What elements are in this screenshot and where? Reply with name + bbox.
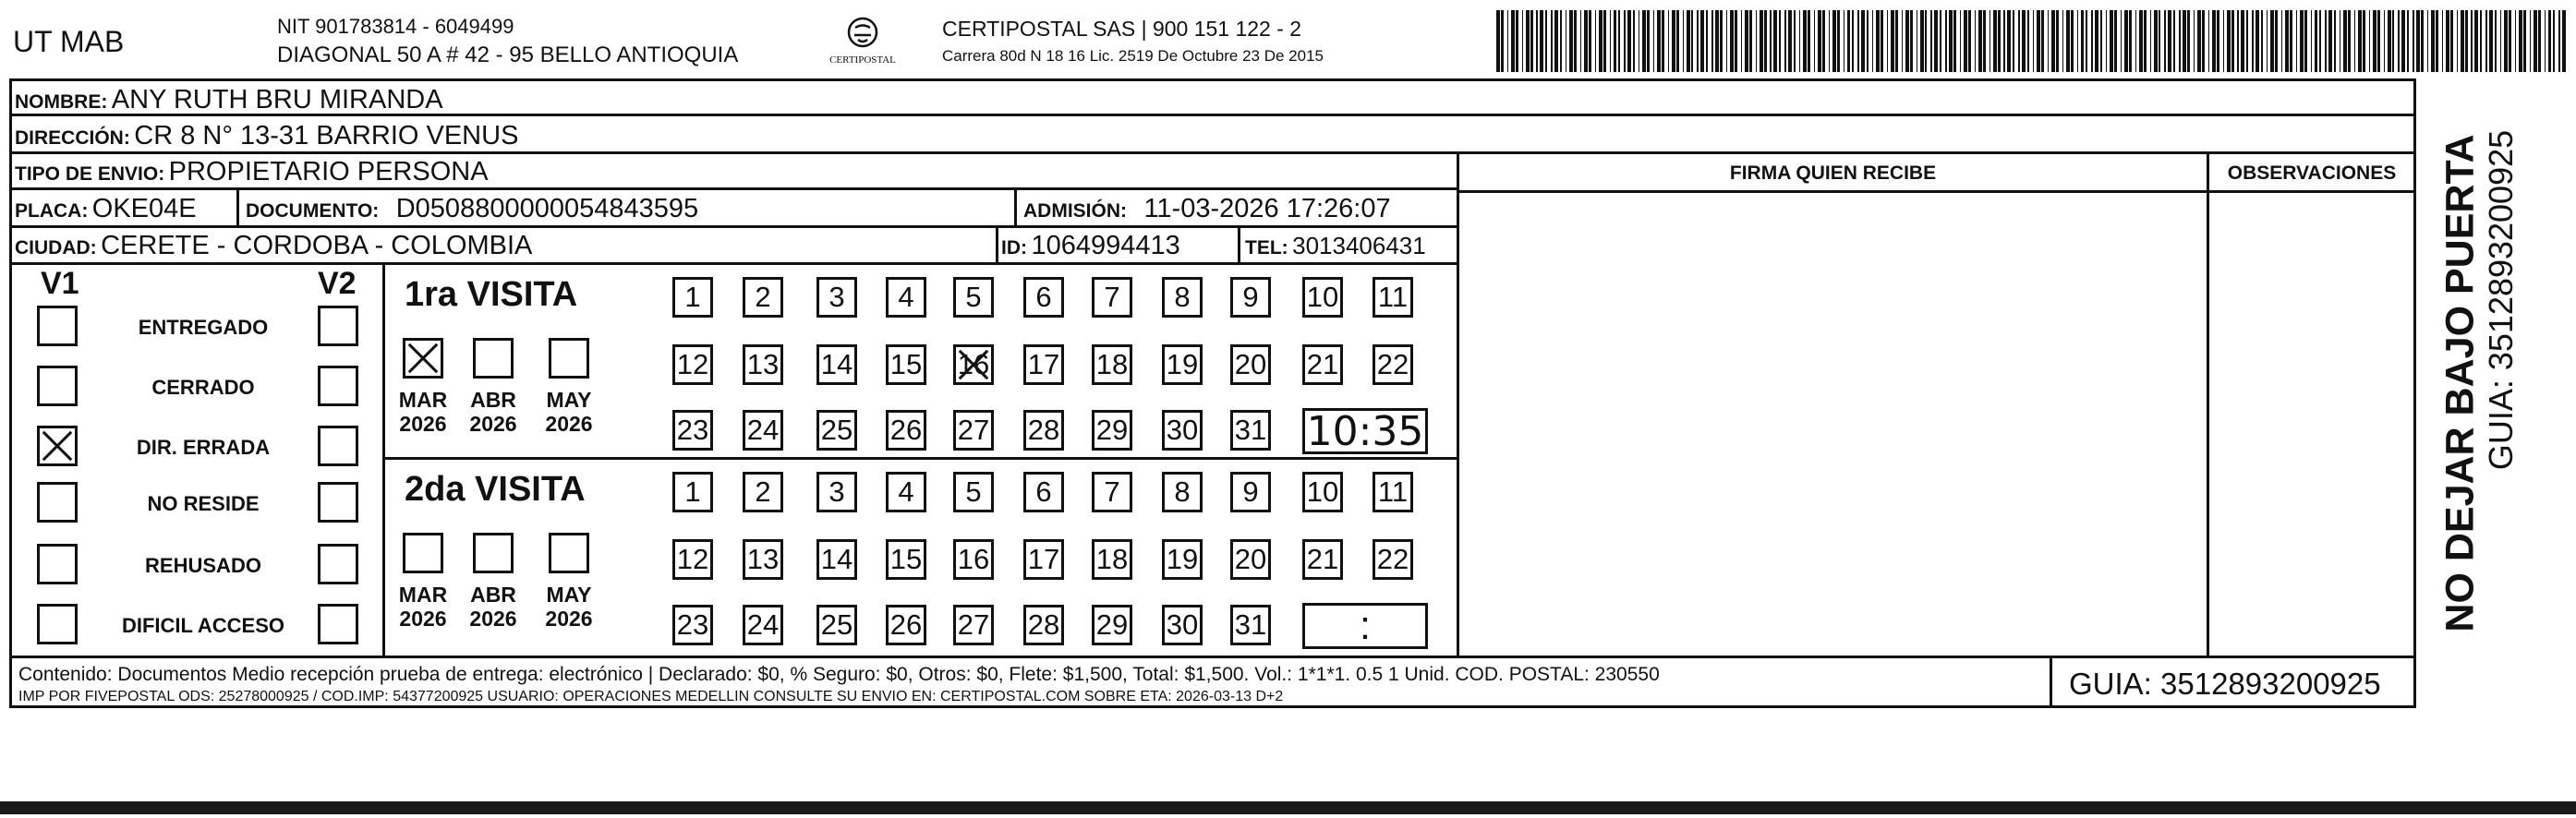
side-guia: GUIA: 3512893200925	[2482, 129, 2520, 471]
day-number: 17	[1027, 543, 1060, 575]
ciudad-value: CERETE - CORDOBA - COLOMBIA	[101, 231, 533, 260]
day-number: 10	[1306, 281, 1339, 313]
month-year: 2026	[469, 412, 517, 437]
day-box[interactable]	[1092, 277, 1132, 318]
day-box[interactable]	[1092, 605, 1132, 645]
month-year: 2026	[399, 607, 447, 632]
day-number: 15	[889, 543, 923, 575]
scan-bottom-edge	[0, 801, 2576, 814]
day-box[interactable]	[953, 344, 994, 385]
day-box[interactable]	[1162, 472, 1203, 512]
id-label: ID:	[1001, 237, 1027, 259]
footer-sep	[9, 656, 2416, 658]
visit-time: 10:35	[1306, 407, 1424, 455]
day-number: 17	[1027, 348, 1060, 380]
day-box[interactable]	[816, 539, 857, 580]
admision-value: 11-03-2026 17:26:07	[1143, 194, 1391, 223]
day-number: 3	[828, 475, 845, 508]
row5-sep	[9, 262, 1459, 265]
day-box[interactable]	[1092, 472, 1132, 512]
day-number: 10	[1306, 475, 1339, 508]
day-number: 28	[1027, 414, 1060, 446]
day-box[interactable]	[1162, 344, 1203, 385]
tipo-value: PROPIETARIO PERSONA	[168, 157, 489, 186]
month-name: ABR	[470, 388, 516, 412]
frame-left	[9, 78, 12, 708]
status-label: DIFICIL ACCESO	[121, 614, 284, 637]
day-number: 11	[1377, 281, 1409, 313]
month-checkbox[interactable]	[473, 533, 514, 573]
status-v1-checkbox[interactable]	[37, 544, 78, 584]
day-box[interactable]	[1092, 344, 1132, 385]
month-year: 2026	[469, 607, 517, 632]
day-box[interactable]	[672, 344, 713, 385]
day-number: 30	[1166, 608, 1199, 641]
day-box[interactable]	[1230, 472, 1271, 512]
day-box[interactable]	[1162, 410, 1203, 451]
day-number: 4	[898, 281, 914, 313]
direccion-label: DIRECCIÓN:	[15, 127, 130, 149]
day-number: 27	[957, 414, 990, 446]
day-number: 1	[684, 475, 701, 508]
status-label: ENTREGADO	[138, 316, 269, 339]
month-name: ABR	[470, 583, 516, 607]
day-number: 9	[1242, 281, 1259, 313]
id-value: 1064994413	[1031, 231, 1180, 260]
day-number: 1	[684, 281, 701, 313]
day-box[interactable]	[1162, 605, 1203, 645]
day-number: 6	[1035, 281, 1052, 313]
city-id-sep	[996, 225, 998, 262]
month-name: MAY	[546, 388, 592, 412]
obs-sep	[1459, 190, 2416, 193]
day-box[interactable]	[743, 605, 783, 645]
day-number: 21	[1306, 348, 1339, 380]
day-box[interactable]	[1230, 539, 1271, 580]
month-label	[456, 583, 530, 632]
day-number: 11	[1377, 475, 1409, 508]
month-name: MAR	[398, 388, 448, 412]
month-label	[456, 388, 530, 437]
placa-label: PLACA:	[15, 200, 89, 222]
day-number: 5	[965, 475, 982, 508]
logo-text: CERTIPOSTAL	[829, 54, 896, 66]
day-box[interactable]	[1302, 277, 1343, 318]
documento-label: DOCUMENTO:	[246, 200, 380, 222]
status-v1-checkbox[interactable]	[37, 604, 78, 644]
day-box[interactable]	[816, 472, 857, 512]
day-box[interactable]	[1373, 277, 1413, 318]
day-number: 14	[820, 348, 853, 380]
ciudad-label: CIUDAD:	[15, 237, 97, 259]
day-number: 25	[820, 414, 853, 446]
day-number: 26	[889, 608, 923, 641]
day-box[interactable]	[1162, 539, 1203, 580]
day-number: 27	[957, 608, 990, 641]
status-v1-checkbox[interactable]	[37, 366, 78, 406]
day-number: 18	[1095, 348, 1129, 380]
day-number: 29	[1095, 414, 1129, 446]
status-v2-checkbox[interactable]	[318, 426, 358, 466]
day-box[interactable]	[886, 605, 926, 645]
tel-row	[1245, 234, 1426, 258]
footer-print-info: IMP POR FIVEPOSTAL ODS: 25278000925 / COD.IMP: 54377200925 USUARIO: OPERACIONES MEDELLIN CONSULTE SU ENVIO EN: CERTIPOSTAL.COM SOBRE ETA: 2026-03-13 D+2	[18, 689, 1284, 704]
frame-top	[9, 78, 2416, 81]
day-number: 8	[1174, 281, 1191, 313]
day-box[interactable]	[953, 472, 994, 512]
day-number: 19	[1166, 348, 1199, 380]
tel-value: 3013406431	[1292, 232, 1426, 259]
day-box[interactable]	[953, 277, 994, 318]
tipo-label: TIPO DE ENVIO:	[15, 163, 165, 185]
day-box[interactable]	[1023, 410, 1064, 451]
day-number: 3	[828, 281, 845, 313]
day-box[interactable]	[816, 344, 857, 385]
day-box[interactable]	[886, 344, 926, 385]
day-box[interactable]	[953, 410, 994, 451]
direccion-row	[15, 123, 518, 150]
day-box[interactable]	[886, 539, 926, 580]
footer-contents: Contenido: Documentos Medio recepción prueba de entrega: electrónico | Declarado: $0, % Seguro: $0, Otros: $0, Flete: $1,500, Total: $1,500. Vol.: 1*1*1. 0.5 1 Unid. COD. POSTAL: 230550	[18, 664, 1660, 685]
day-number: 8	[1174, 475, 1191, 508]
client-name: UT MAB	[13, 25, 125, 58]
day-number: 12	[676, 348, 709, 380]
day-number: 23	[676, 608, 709, 641]
day-box[interactable]	[816, 605, 857, 645]
nombre-label: NOMBRE:	[15, 91, 108, 113]
day-box[interactable]	[1092, 539, 1132, 580]
day-number: 20	[1234, 348, 1267, 380]
day-number: 22	[1376, 543, 1409, 575]
day-number: 21	[1306, 543, 1339, 575]
admision-label: ADMISIÓN:	[1023, 200, 1127, 222]
status-v1-checkbox[interactable]	[37, 426, 78, 466]
day-number: 24	[746, 414, 780, 446]
day-box[interactable]	[1023, 539, 1064, 580]
day-number: 22	[1376, 348, 1409, 380]
status-v2-checkbox[interactable]	[318, 306, 358, 346]
status-v1-checkbox[interactable]	[37, 306, 78, 346]
month-name: MAR	[398, 583, 448, 607]
day-box[interactable]	[743, 472, 783, 512]
firma-header: FIRMA QUIEN RECIBE	[1729, 162, 1937, 184]
day-number: 31	[1234, 608, 1267, 641]
day-box[interactable]	[1373, 472, 1413, 512]
day-box[interactable]	[886, 410, 926, 451]
visit-title: 2da VISITA	[405, 470, 586, 509]
day-box[interactable]	[1092, 410, 1132, 451]
day-number: 28	[1027, 608, 1060, 641]
day-box[interactable]	[1302, 472, 1343, 512]
status-label: REHUSADO	[145, 554, 261, 577]
day-box[interactable]	[672, 605, 713, 645]
day-box[interactable]	[1023, 472, 1064, 512]
month-label	[386, 388, 460, 437]
footer-guia: GUIA: 3512893200925	[2069, 667, 2381, 701]
month-label	[386, 583, 460, 632]
observaciones-header: OBSERVACIONES	[2227, 162, 2397, 184]
day-number: 25	[820, 608, 853, 641]
doc-adm-sep	[1014, 187, 1017, 225]
day-number: 7	[1104, 281, 1120, 313]
row2-sep	[9, 151, 2416, 154]
month-name: MAY	[546, 583, 592, 607]
day-number: 19	[1166, 543, 1199, 575]
day-number: 18	[1095, 543, 1129, 575]
visit-time: :	[1359, 603, 1372, 648]
day-box[interactable]	[743, 539, 783, 580]
day-number: 20	[1234, 543, 1267, 575]
day-box[interactable]	[1302, 539, 1343, 580]
day-box[interactable]	[1023, 344, 1064, 385]
day-number: 15	[889, 348, 923, 380]
side-warning: NO DEJAR BAJO PUERTA	[2437, 134, 2483, 632]
day-box[interactable]	[1023, 605, 1064, 645]
day-box[interactable]	[886, 472, 926, 512]
certipostal-logo	[816, 15, 909, 70]
day-box[interactable]	[886, 277, 926, 318]
month-checkbox[interactable]	[549, 338, 589, 379]
placa-value: OKE04E	[91, 194, 197, 223]
tel-label: TEL:	[1245, 237, 1288, 259]
day-number: 24	[746, 608, 780, 641]
day-box[interactable]	[816, 410, 857, 451]
status-v2-checkbox[interactable]	[318, 482, 358, 523]
day-number: 30	[1166, 414, 1199, 446]
signature-col-left	[1457, 151, 1459, 658]
company-address: Carrera 80d N 18 16 Lic. 2519 De Octubre 23 De 2015	[942, 47, 1324, 65]
status-v2-checkbox[interactable]	[318, 604, 358, 644]
day-number: 6	[1035, 475, 1052, 508]
day-box[interactable]	[1162, 277, 1203, 318]
day-box[interactable]	[1023, 277, 1064, 318]
frame-right	[2413, 78, 2416, 708]
row4-sep	[9, 225, 1459, 228]
day-box[interactable]	[1230, 277, 1271, 318]
day-number: 16	[957, 543, 990, 575]
day-number: 13	[746, 543, 780, 575]
status-label: NO RESIDE	[147, 492, 260, 515]
row3-sep	[9, 187, 1459, 190]
month-year: 2026	[545, 607, 593, 632]
day-box[interactable]	[953, 605, 994, 645]
day-box[interactable]	[816, 277, 857, 318]
visit-title: 1ra VISITA	[405, 275, 578, 314]
documento-row	[246, 196, 698, 223]
month-checkbox[interactable]	[473, 338, 514, 379]
visit-time-box[interactable]	[1302, 408, 1428, 454]
day-box[interactable]	[1373, 539, 1413, 580]
placa-row	[15, 196, 197, 223]
sender-address: DIAGONAL 50 A # 42 - 95 BELLO ANTIOQUIA	[277, 42, 739, 67]
day-number: 9	[1242, 475, 1259, 508]
day-box[interactable]	[672, 472, 713, 512]
day-box[interactable]	[1230, 344, 1271, 385]
day-box[interactable]	[1302, 344, 1343, 385]
frame-bottom	[9, 705, 2416, 708]
v1-header: V1	[41, 266, 79, 301]
day-number: 16	[957, 348, 990, 380]
month-checkbox[interactable]	[403, 533, 443, 573]
day-number: 31	[1234, 414, 1267, 446]
day-number: 2	[755, 475, 771, 508]
day-box[interactable]	[672, 410, 713, 451]
day-box[interactable]	[1230, 410, 1271, 451]
id-row	[1001, 233, 1180, 259]
day-number: 14	[820, 543, 853, 575]
obs-col-left	[2207, 151, 2209, 658]
month-year: 2026	[545, 412, 593, 437]
day-number: 2	[755, 281, 771, 313]
barcode	[1496, 10, 2567, 72]
status-label: CERRADO	[151, 376, 255, 399]
day-box[interactable]	[743, 410, 783, 451]
status-v2-checkbox[interactable]	[318, 544, 358, 584]
month-checkbox[interactable]	[403, 338, 443, 379]
day-box[interactable]	[743, 277, 783, 318]
day-number: 29	[1095, 608, 1129, 641]
day-number: 4	[898, 475, 914, 508]
nombre-value: ANY RUTH BRU MIRANDA	[111, 85, 443, 114]
day-box[interactable]	[953, 539, 994, 580]
ciudad-row	[15, 233, 532, 259]
day-box[interactable]	[743, 344, 783, 385]
month-checkbox[interactable]	[549, 533, 589, 573]
id-tel-sep	[1238, 225, 1240, 262]
day-number: 7	[1104, 475, 1120, 508]
day-number: 5	[965, 281, 982, 313]
placa-doc-sep	[236, 187, 239, 225]
day-number: 23	[676, 414, 709, 446]
visit-mid-sep	[382, 457, 1459, 460]
tipo-row	[15, 159, 489, 186]
day-box[interactable]	[1230, 605, 1271, 645]
day-box[interactable]	[672, 539, 713, 580]
month-label	[532, 583, 606, 632]
footer-guia-sep	[2050, 656, 2052, 708]
company-name: CERTIPOSTAL SAS | 900 151 122 - 2	[942, 17, 1302, 41]
day-number: 13	[746, 348, 780, 380]
day-box[interactable]	[1373, 344, 1413, 385]
status-v1-checkbox[interactable]	[37, 482, 78, 523]
nit-text: NIT 901783814 - 6049499	[277, 15, 514, 38]
v2-header: V2	[318, 266, 357, 301]
documento-value: D0508800000054843595	[395, 194, 699, 223]
status-v2-checkbox[interactable]	[318, 366, 358, 406]
visit-time-box[interactable]	[1302, 603, 1428, 649]
day-number: 26	[889, 414, 923, 446]
day-box[interactable]	[672, 277, 713, 318]
day-number: 12	[676, 543, 709, 575]
month-year: 2026	[399, 412, 447, 437]
direccion-value: CR 8 N° 13-31 BARRIO VENUS	[134, 121, 519, 150]
month-label	[532, 388, 606, 437]
status-label: DIR. ERRADA	[136, 436, 271, 459]
admision-row	[1023, 196, 1391, 223]
nombre-row	[15, 87, 443, 114]
